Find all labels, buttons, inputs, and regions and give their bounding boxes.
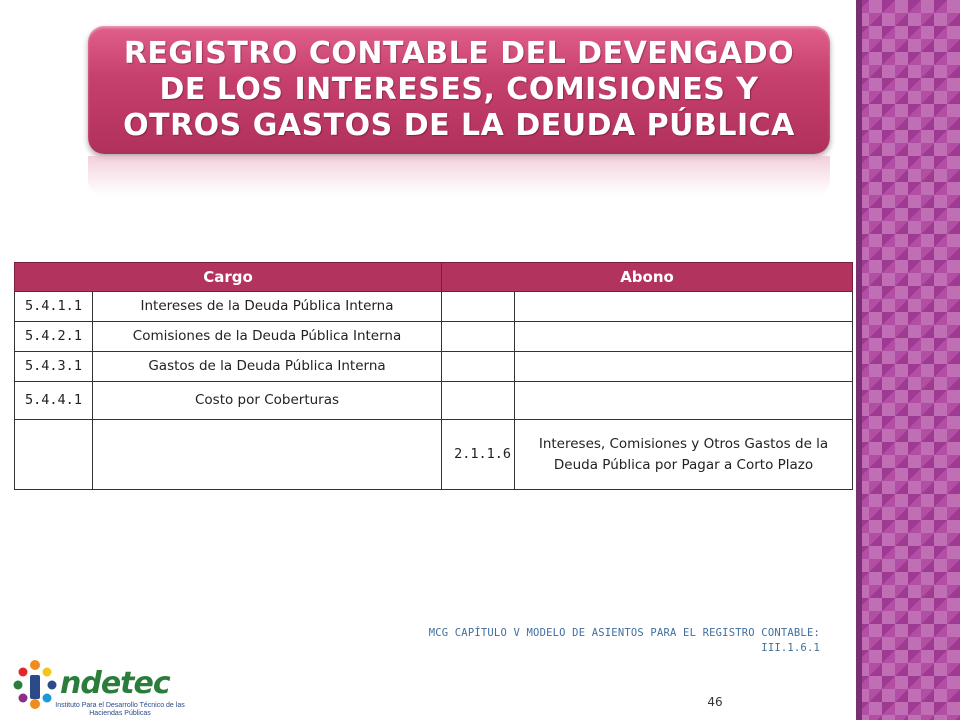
cargo-account-description: Costo por Coberturas — [93, 382, 442, 420]
abono-account-description — [515, 382, 853, 420]
cargo-account-code: 5.4.3.1 — [15, 352, 93, 382]
abono-account-description: Intereses, Comisiones y Otros Gastos de la Deuda Pública por Pagar a Corto Plazo — [515, 420, 853, 490]
table-row — [15, 420, 853, 490]
page-number: 46 — [707, 695, 723, 709]
cargo-account-description: Intereses de la Deuda Pública Interna — [93, 292, 442, 322]
decorative-side-pattern — [856, 0, 960, 720]
abono-account-code — [442, 292, 515, 322]
abono-account-code: 2.1.1.6 — [442, 420, 515, 490]
cargo-account-code: 5.4.1.1 — [15, 292, 93, 322]
table-row — [15, 352, 853, 382]
cargo-account-description: Gastos de la Deuda Pública Interna — [93, 352, 442, 382]
cargo-account-description: Comisiones de la Deuda Pública Interna — [93, 322, 442, 352]
cargo-account-code — [15, 420, 93, 490]
accounting-entry-table — [14, 262, 853, 490]
logo-tagline: Instituto Para el Desarrollo Técnico de las Haciendas Públicas — [55, 702, 185, 717]
cargo-account-code: 5.4.4.1 — [15, 382, 93, 420]
abono-account-description — [515, 352, 853, 382]
title-reflection — [88, 156, 830, 196]
table-row — [15, 322, 853, 352]
abono-account-description — [515, 292, 853, 322]
table-row — [15, 292, 853, 322]
title-banner — [88, 26, 830, 154]
table-row — [15, 382, 853, 420]
source-reference: MCG CAPÍTULO V MODELO DE ASIENTOS PARA EL REGISTRO CONTABLE: III.1.6.1 — [428, 627, 820, 654]
cargo-account-description — [93, 420, 442, 490]
abono-account-description — [515, 322, 853, 352]
slide-title: REGISTRO CONTABLE DEL DEVENGADO DE LOS INTERESES, COMISIONES Y OTROS GASTOS DE LA DEUDA PÚBLICA — [123, 36, 795, 143]
abono-account-code — [442, 382, 515, 420]
cargo-account-code: 5.4.2.1 — [15, 322, 93, 352]
abono-account-code — [442, 352, 515, 382]
indetec-logo — [10, 656, 190, 718]
abono-header: Abono — [442, 263, 853, 292]
table-header-row — [15, 263, 853, 292]
cargo-header: Cargo — [15, 263, 442, 292]
abono-account-code — [442, 322, 515, 352]
logo-wordmark: ndetec — [60, 666, 170, 701]
